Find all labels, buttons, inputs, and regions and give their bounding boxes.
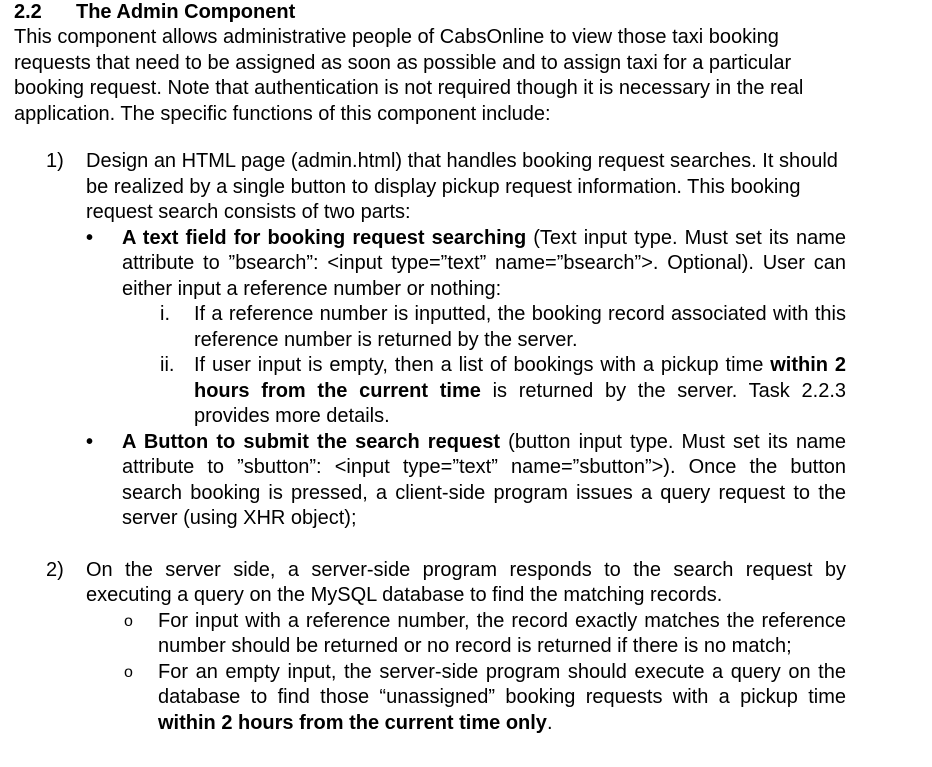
list-marker: 2) bbox=[46, 558, 64, 581]
list-item-text: On the server side, a server-side program responds to the search request by executing a query on the MySQL database to find the matching records. bbox=[86, 558, 846, 606]
list-item-2 bbox=[46, 558, 846, 737]
sub-item-bold-text: within 2 hours from the current time only bbox=[158, 711, 547, 734]
section-title: The Admin Component bbox=[76, 1, 296, 23]
sub-item bbox=[124, 609, 846, 660]
bullet-item bbox=[86, 226, 846, 430]
sub-item bbox=[160, 353, 846, 430]
list-item-text: Design an HTML page (admin.html) that handles booking request searches. It should be realized by a single button to display pickup request information. This booking request search consists of two parts: bbox=[86, 150, 838, 223]
bullet-text: (button input type. Must set its name attribute to ”sbutton”: <input type=”text” name=”sbutton”>). Once the button search booking is pressed, a client-side program issues a query request to the server (using XHR object); bbox=[122, 430, 846, 529]
sub-item bbox=[160, 302, 846, 353]
sub-item-text-end: is returned by the server. Task 2.2.3 provides more details. bbox=[194, 379, 846, 427]
section-heading bbox=[14, 0, 932, 25]
sub-item-text: If a reference number is inputted, the booking record associated with this reference number is returned by the server. bbox=[194, 303, 846, 351]
sub-item-marker: ii. bbox=[160, 354, 175, 376]
bullet-bold-text: A Button to submit the search request bbox=[122, 430, 501, 453]
bullet-text: (Text input type. Must set its name attribute to ”bsearch”: <input type=”text” name=”bsearch”>. Optional). User can either input a reference number or nothing: bbox=[122, 226, 846, 300]
sub-item-text: For input with a reference number, the record exactly matches the reference number should be returned or no record is returned if there is no match; bbox=[158, 609, 846, 657]
list-marker: 1) bbox=[46, 150, 64, 172]
bullet-marker: • bbox=[86, 226, 94, 249]
sub-item-text-end: . bbox=[546, 711, 553, 734]
sub-item-bold-text: within 2 hours from the current time bbox=[194, 354, 846, 402]
intro-paragraph: This component allows administrative people of CabsOnline to view those taxi booking requests that need to be assigned as soon as possible and to assign taxi for a particular booking request. Note that authentication is not required though it is necessary in the real application. The specific functions of this component include: bbox=[14, 26, 804, 125]
sub-item-text: If user input is empty, then a list of bookings with a pickup time bbox=[194, 354, 771, 376]
sub-item-marker: o bbox=[124, 612, 133, 630]
sub-item-marker: i. bbox=[160, 303, 170, 325]
bullet-marker: • bbox=[86, 430, 94, 453]
section-number: 2.2 bbox=[14, 1, 42, 23]
sub-item-marker: o bbox=[124, 663, 133, 681]
bullet-item bbox=[86, 430, 846, 532]
sub-item-text: For an empty input, the server-side program should execute a query on the database to find those “unassigned” booking requests with a pickup time bbox=[158, 660, 846, 708]
sub-item bbox=[124, 660, 846, 737]
bullet-bold-text: A text field for booking request searching bbox=[122, 226, 527, 249]
list-item-1 bbox=[46, 149, 846, 532]
